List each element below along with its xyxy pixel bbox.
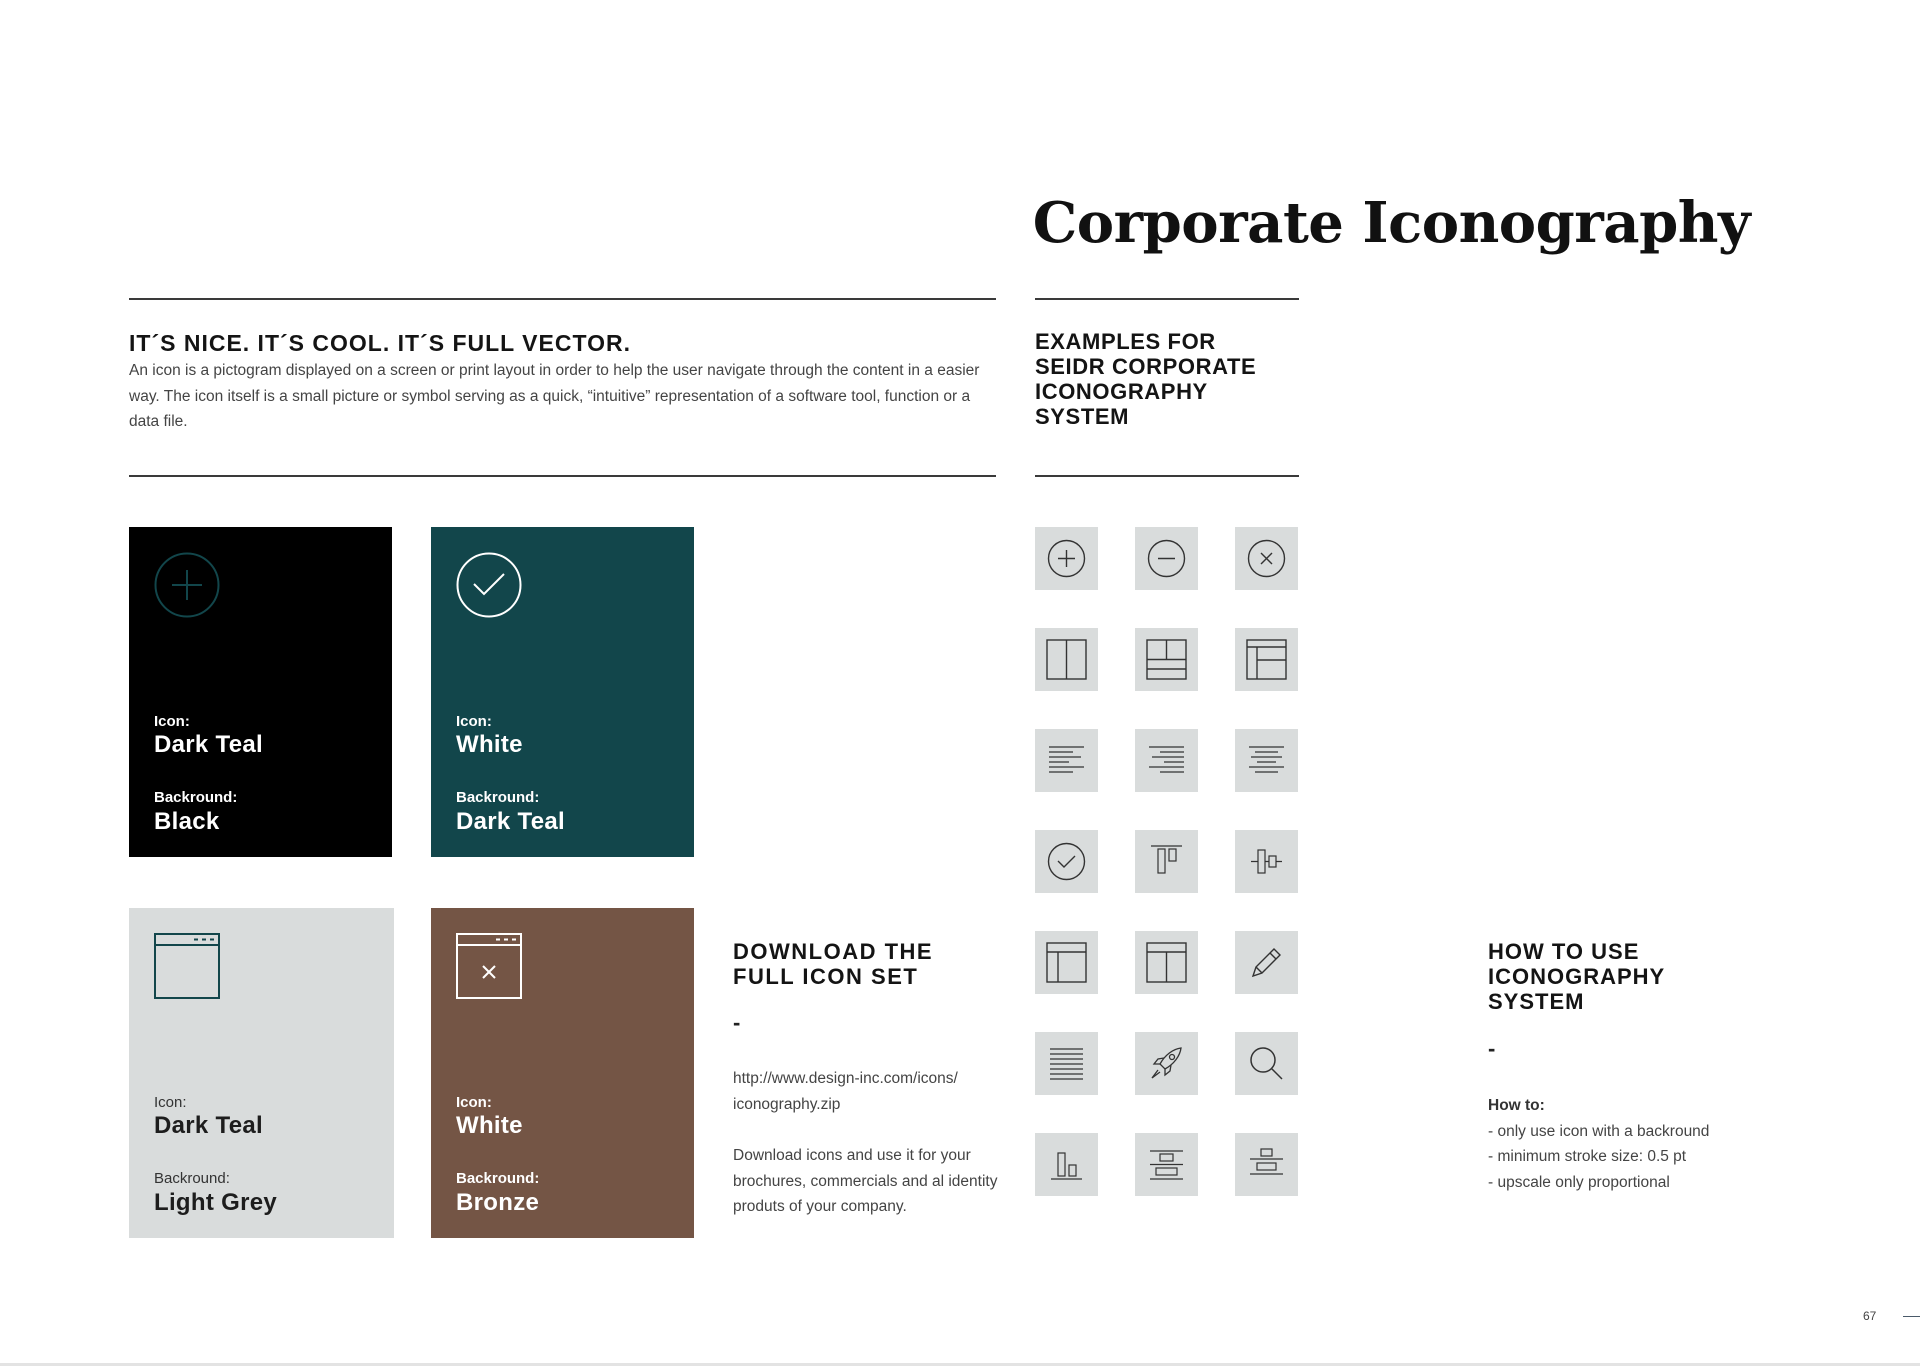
card-icon-value: White [456, 1112, 523, 1139]
card-background-value: Bronze [456, 1189, 540, 1216]
pencil-icon [1243, 939, 1290, 986]
download-link[interactable]: http://www.design-inc.com/icons/ iconography.zip [733, 1070, 958, 1113]
color-card-dark-teal [431, 527, 694, 857]
download-dash: - [733, 1010, 741, 1035]
icon-tile [1135, 1032, 1198, 1095]
card-background-label: Backround: [456, 789, 540, 806]
card-background-label: Backround: [154, 789, 238, 806]
intro-text: An icon is a pictogram displayed on a screen or print layout in order to help the user navigate through the content in a easier way. The icon itself is a small picture or symbol serving as a quick, “intuitive” representation of a software tool, function or a data file. [129, 362, 980, 430]
howto-dash: - [1488, 1036, 1496, 1061]
card-icon-label: Icon: [456, 1094, 492, 1111]
icon-grid [1035, 527, 1299, 1197]
icon-tile [1135, 628, 1198, 691]
rocket-icon [1143, 1040, 1190, 1087]
divider [129, 298, 996, 300]
header-columns-layout-icon [1143, 939, 1190, 986]
howto-item: - only use icon with a backround [1488, 1122, 1710, 1140]
howto-heading: HOW TO USE ICONOGRAPHY SYSTEM [1488, 939, 1665, 1014]
card-background-label: Backround: [456, 1170, 540, 1187]
icon-tile [1135, 729, 1198, 792]
download-text: Download icons and use it for your brochures, commercials and al identity produts of your company. [733, 1147, 998, 1215]
check-circle-icon [456, 552, 522, 618]
icon-tile [1035, 830, 1098, 893]
card-background-value: Light Grey [154, 1189, 278, 1216]
examples-heading: EXAMPLES FOR SEIDR CORPORATE ICONOGRAPHY SYSTEM [1035, 329, 1257, 429]
divider [1035, 298, 1299, 300]
icon-tile [1135, 1133, 1198, 1196]
distribute-bottom-icon [1243, 1141, 1290, 1188]
icon-tile [1235, 931, 1298, 994]
browser-window-close-icon [456, 933, 522, 999]
page-number-line [1903, 1316, 1920, 1317]
browser-window-icon [154, 933, 220, 999]
icon-tile [1035, 729, 1098, 792]
howto-item: - minimum stroke size: 0.5 pt [1488, 1148, 1687, 1165]
plus-circle-icon [154, 552, 220, 618]
distribute-center-icon [1143, 1141, 1190, 1188]
icon-tile [1235, 527, 1298, 590]
minus-circle-icon [1143, 535, 1190, 582]
plus-circle-icon [1043, 535, 1090, 582]
icon-tile [1035, 1032, 1098, 1095]
divider [129, 475, 996, 477]
card-icon-label: Icon: [456, 713, 492, 730]
color-card-bronze [431, 908, 694, 1238]
icon-tile [1135, 527, 1198, 590]
align-left-icon [1043, 737, 1090, 784]
icon-tile [1235, 1032, 1298, 1095]
card-icon-value: Dark Teal [154, 731, 263, 758]
card-background-value: Dark Teal [456, 808, 565, 835]
icon-tile [1135, 830, 1198, 893]
page-title: Corporate Iconography [1032, 190, 1750, 256]
align-vertical-center-icon [1243, 838, 1290, 885]
howto-item: - upscale only proportional [1488, 1173, 1670, 1191]
icon-tile [1235, 729, 1298, 792]
page-number: 67 [1863, 1309, 1877, 1323]
icon-tile [1035, 628, 1098, 691]
search-icon [1243, 1040, 1290, 1087]
color-card-black [129, 527, 392, 857]
header-sidebar-layout-icon [1043, 939, 1090, 986]
icon-tile [1235, 628, 1298, 691]
grid-layout-icon [1143, 636, 1190, 683]
icon-tile [1235, 1133, 1298, 1196]
divider [1035, 475, 1299, 477]
close-circle-icon [1243, 535, 1290, 582]
card-background-value: Black [154, 808, 220, 835]
card-icon-label: Icon: [154, 1094, 187, 1111]
align-center-icon [1243, 737, 1290, 784]
card-icon-value: White [456, 731, 523, 758]
howto-title: How to: [1488, 1097, 1545, 1114]
align-bottom-icon [1043, 1141, 1090, 1188]
justify-icon [1043, 1040, 1090, 1087]
icon-tile [1235, 830, 1298, 893]
icon-tile [1035, 527, 1098, 590]
card-icon-label: Icon: [154, 713, 190, 730]
icon-tile [1035, 1133, 1098, 1196]
sidebar-layout-icon [1243, 636, 1290, 683]
icon-tile [1135, 931, 1198, 994]
align-top-icon [1143, 838, 1190, 885]
icon-tile [1035, 931, 1098, 994]
card-icon-value: Dark Teal [154, 1112, 263, 1139]
card-background-label: Backround: [154, 1170, 230, 1187]
color-card-light-grey [129, 908, 394, 1238]
two-column-layout-icon [1043, 636, 1090, 683]
howto-list [1488, 1093, 1808, 1195]
download-heading: DOWNLOAD THE FULL ICON SET [733, 939, 934, 989]
check-circle-icon [1043, 838, 1090, 885]
intro-heading: IT´S NICE. IT´S COOL. IT´S FULL VECTOR. [129, 330, 631, 356]
align-right-icon [1143, 737, 1190, 784]
